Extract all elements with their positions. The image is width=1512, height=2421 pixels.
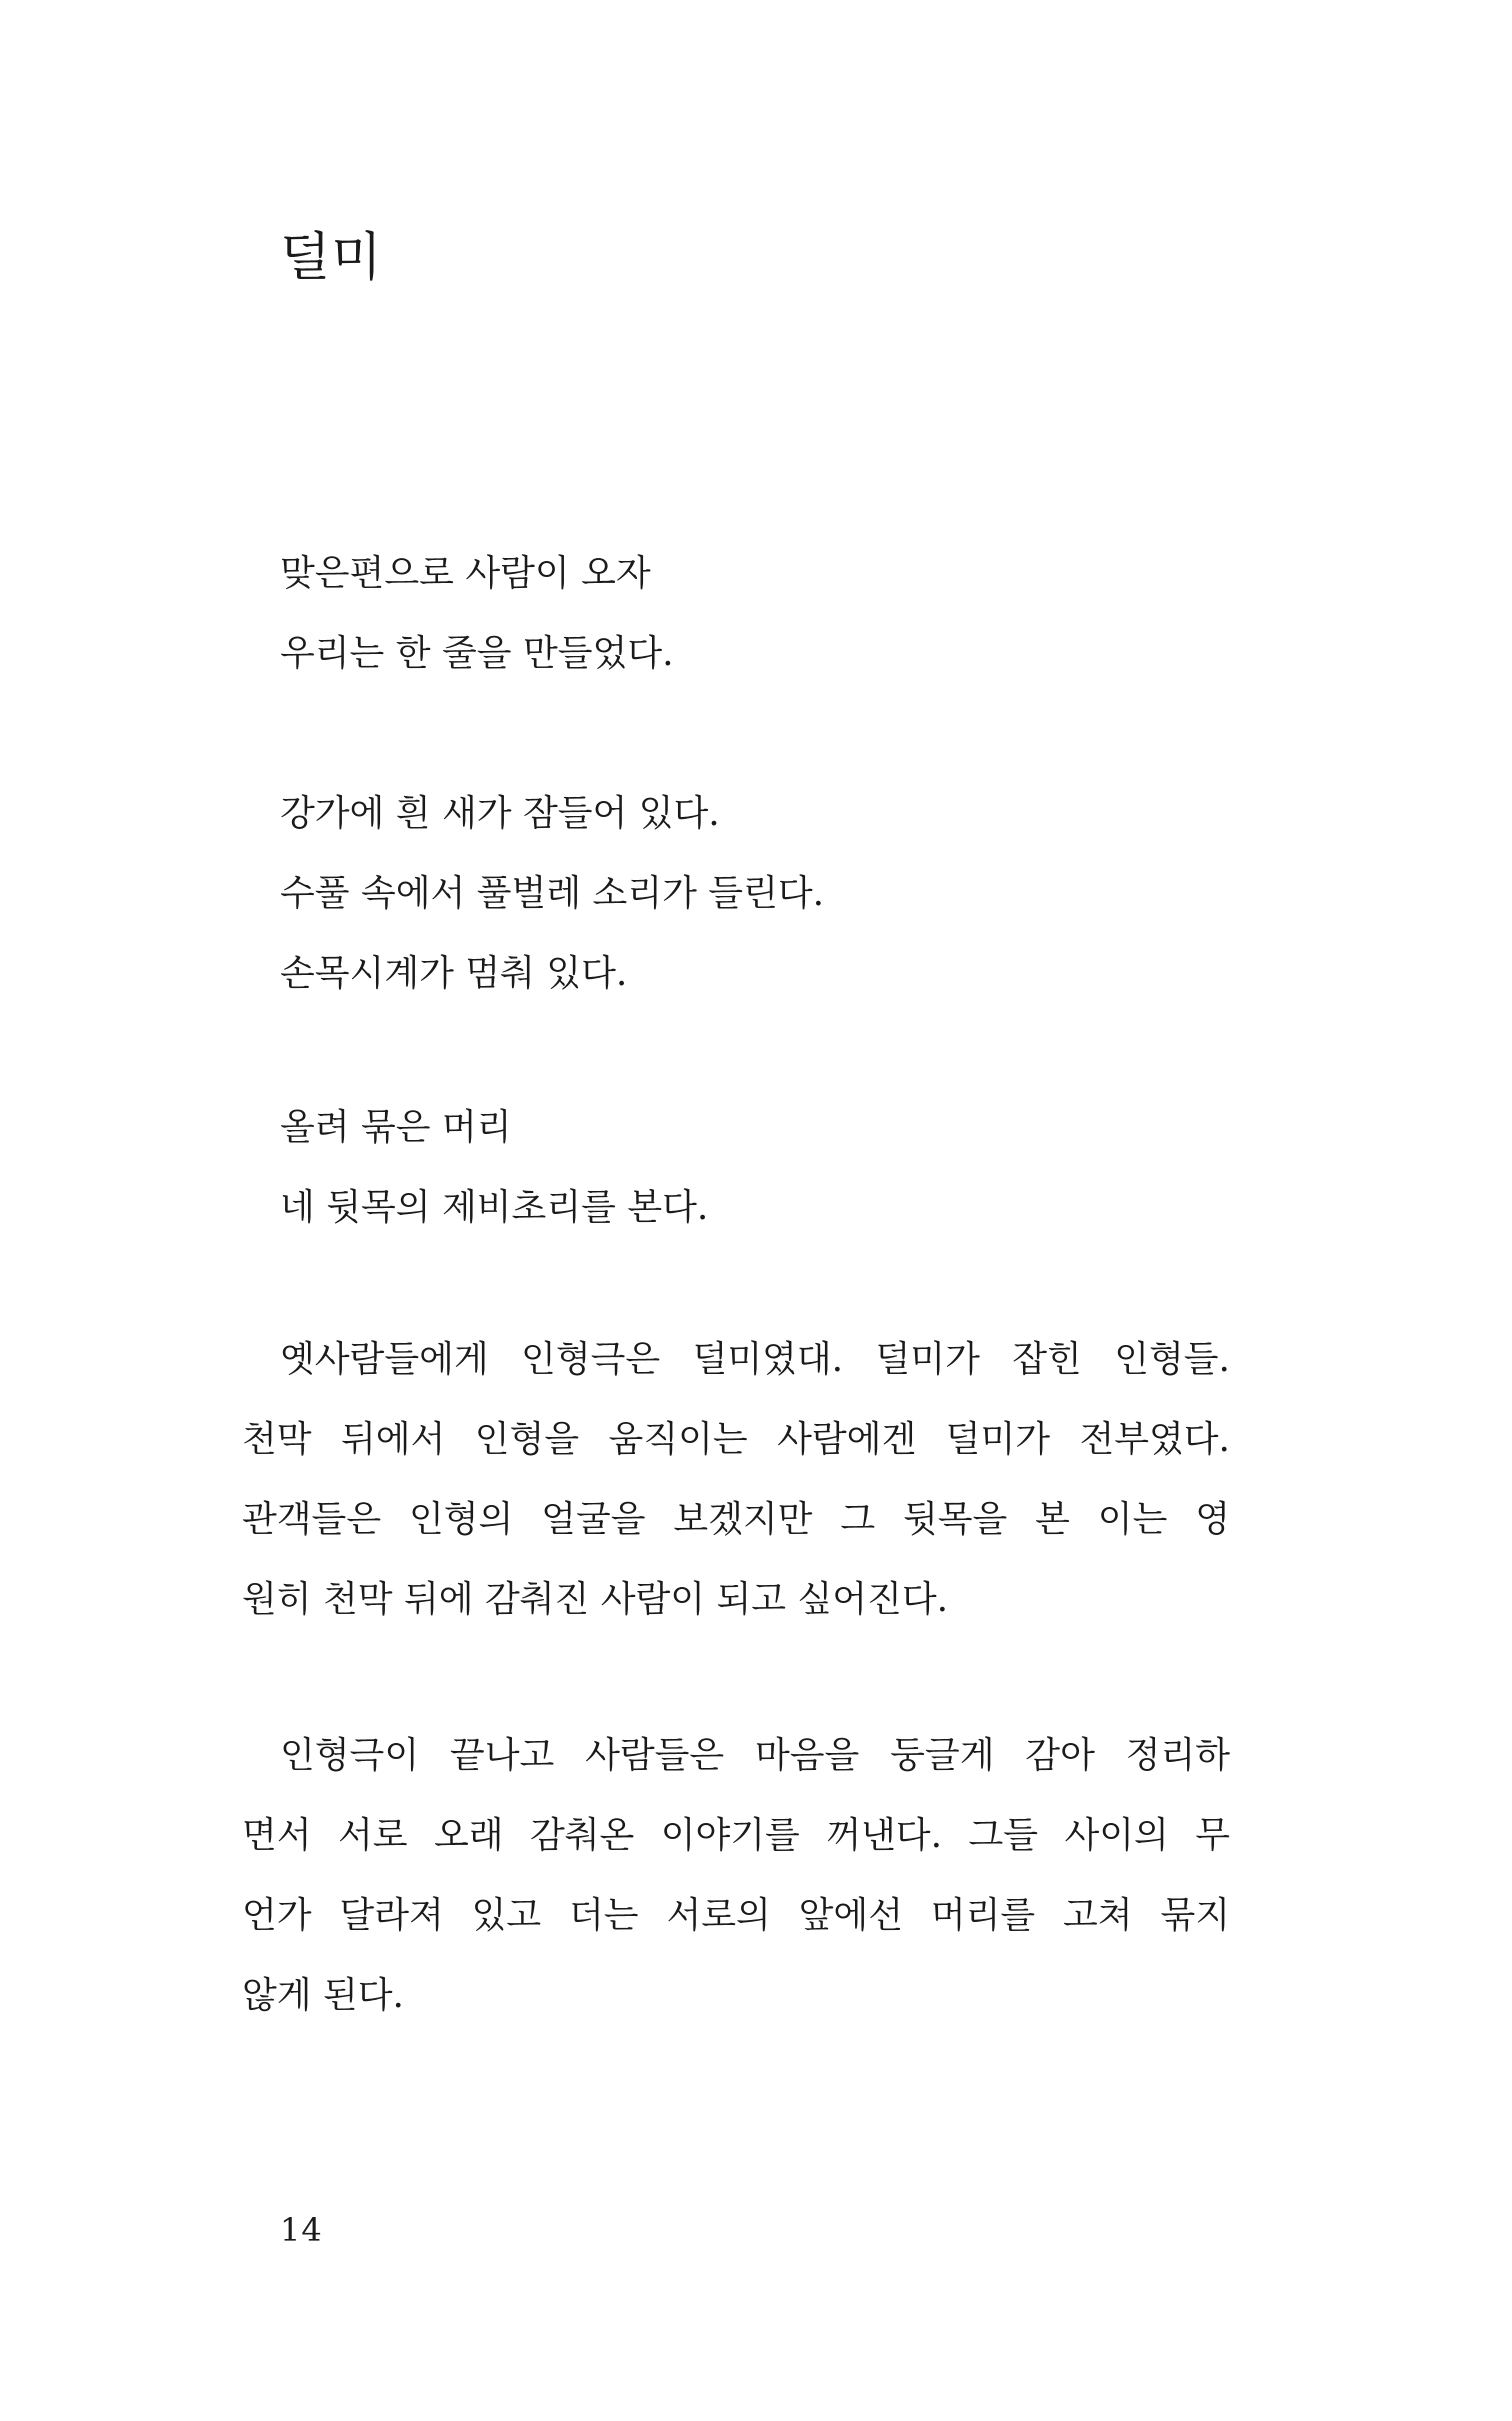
verse-line: 손목시계가 멈춰 있다. [280, 953, 628, 994]
stanza-3 [280, 1088, 708, 1248]
prose-line: 원히 천막 뒤에 감춰진 사람이 되고 싶어진다. [242, 1579, 949, 1620]
verse-line: 네 뒷목의 제비초리를 본다. [280, 1187, 709, 1228]
prose-line: 않게 된다. [242, 1975, 404, 2016]
prose-line: 인형극이 끝나고 사람들은 마음을 둥글게 감아 정리하 [280, 1735, 1230, 1776]
verse-line: 올려 묶은 머리 [280, 1107, 512, 1148]
poem-title: 덜미 [280, 228, 383, 288]
prose-paragraph-2 [242, 1716, 1230, 2036]
verse-line: 맞은편으로 사람이 오자 [280, 553, 651, 594]
prose-line: 천막 뒤에서 인형을 움직이는 사람에겐 덜미가 전부였다. [242, 1419, 1230, 1460]
prose-line: 언가 달라져 있고 더는 서로의 앞에선 머리를 고쳐 묶지 [242, 1895, 1230, 1936]
verse-line: 수풀 속에서 풀벌레 소리가 들린다. [280, 873, 825, 914]
stanza-1 [280, 534, 674, 694]
prose-paragraph-1 [242, 1320, 1230, 1640]
page-number: 14 [280, 2211, 323, 2249]
prose-line: 관객들은 인형의 얼굴을 보겠지만 그 뒷목을 본 이는 영 [242, 1499, 1230, 1540]
verse-line: 강가에 흰 새가 잠들어 있다. [280, 793, 720, 834]
prose-line: 면서 서로 오래 감춰온 이야기를 꺼낸다. 그들 사이의 무 [242, 1815, 1230, 1856]
prose-line: 옛사람들에게 인형극은 덜미였대. 덜미가 잡힌 인형들. [280, 1339, 1230, 1380]
stanza-2 [280, 774, 824, 1014]
verse-line: 우리는 한 줄을 만들었다. [280, 633, 674, 674]
